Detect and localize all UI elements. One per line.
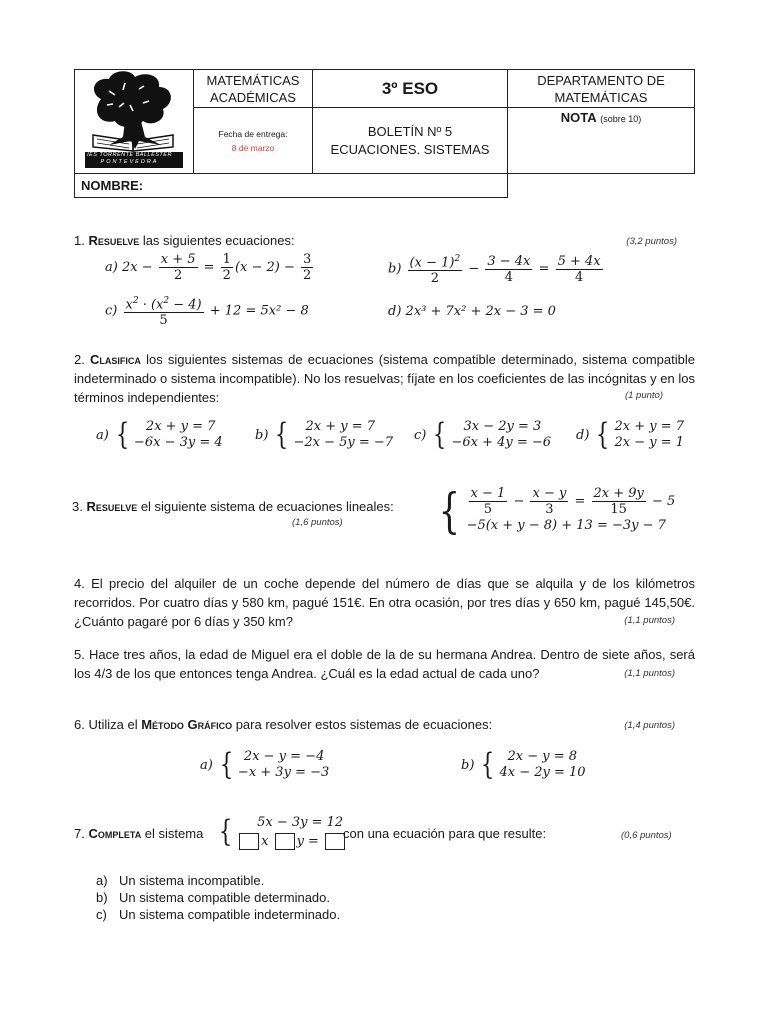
list-item [96, 889, 340, 906]
brace-icon: { [481, 747, 495, 782]
q1-number: 1. [74, 233, 85, 248]
header-table [74, 69, 695, 198]
course-title: 3º ESO [381, 78, 439, 98]
brace-icon: { [433, 417, 447, 452]
q6-text: para resolver estos sistemas de ecuaciones: [232, 717, 493, 732]
option-label: c) [96, 907, 107, 922]
department-cell [508, 70, 695, 108]
logo-text-city: PONTEVEDRA [100, 158, 159, 165]
brace-icon: { [438, 482, 460, 539]
question-6-heading [74, 717, 695, 732]
q7-text: el sistema [141, 826, 204, 841]
q6-number: 6. Utiliza el [74, 717, 142, 732]
q2-d-eq1: 2x + y = 7 [614, 419, 685, 434]
q1-equation-b: b) $\frac{(x - 1)^2}{2}$ − $\frac{3 - 4x}{4}$ = $\frac{5 + 4x}{4}$ [388, 253, 601, 287]
q6-a-eq2: −x + 3y = −3 [237, 765, 330, 780]
name-cell [75, 174, 508, 198]
q5-points: (1,1 puntos) [624, 668, 675, 679]
q1-points: (3,2 puntos) [626, 236, 677, 247]
q3-points: (1,6 puntos) [292, 517, 343, 528]
q2-system-a [96, 419, 223, 451]
q6-a-eq1: 2x − y = −4 [243, 749, 325, 764]
q6-b-eq2: 4x − 2y = 10 [499, 765, 586, 780]
option-label: a) [96, 873, 108, 888]
due-date-cell [194, 108, 313, 174]
q6-points: (1,4 puntos) [624, 720, 675, 731]
q2-d-eq2: 2x − y = 1 [614, 435, 685, 450]
brace-icon: { [275, 417, 289, 452]
q2-system-d [576, 419, 684, 451]
q1-equation-c: c) $\frac{x^2 \cdot (x^2 - 4)}{5}$ + 12 = 5x² − 8 [105, 296, 309, 329]
q7-eq1: 5x − 3y = 12 [257, 815, 344, 830]
subject-cell [194, 70, 313, 108]
q5-text: 5. Hace tres años, la edad de Miguel era el doble de la de su hermana Andrea. Dentro de siete años, será los 4/3 de los que entonces tenga Andrea. ¿Cuál es la edad actual de cada uno? [74, 647, 695, 681]
q2-number: 2. [74, 352, 85, 367]
grade-scale-note: (sobre 10) [600, 114, 642, 124]
q4-text: 4. El precio del alquiler de un coche depende del número de días que se alquila y de los kilómetros recorridos. Por cuatro días y 580 km, pagué 151€. En otra ocasión, por tres días y 650 km, pagué 145,50€. ¿Cuánto pagaré por 6 días y 350 km? [74, 576, 695, 629]
q2-label-c: c) [414, 427, 427, 443]
name-label: NOMBRE: [81, 178, 144, 193]
q1-equation-a: a) 2x − $\frac{x + 5}{2}$ = $\frac{1}{2}$ (x − 2) − $\frac{3}{2}$ [105, 252, 312, 283]
q7-system: { 5x − 3y = 12 x y = [216, 813, 347, 851]
brace-icon: { [115, 417, 130, 452]
q3-eq2: −5(x + y − 8) + 13 = −3y − 7 [466, 518, 666, 533]
department-line-2: MATEMÁTICAS [554, 89, 648, 105]
brace-icon: { [596, 417, 610, 452]
coefficient-y-blank[interactable] [275, 833, 295, 850]
q1-text: las siguientes ecuaciones: [139, 233, 295, 248]
coefficient-x-blank[interactable] [239, 833, 259, 850]
q7-options-list [96, 872, 340, 923]
bulletin-topic: ECUACIONES. SISTEMAS [330, 141, 490, 157]
q2-label-b: b) [255, 427, 269, 443]
q2-points: (1 punto) [624, 390, 663, 401]
q2-label-d: d) [576, 427, 590, 443]
q2-a-eq1: 2x + y = 7 [145, 419, 216, 434]
q2-b-eq1: 2x + y = 7 [305, 419, 376, 434]
logo-text-school: IES TORRENTE BALLESTER [87, 151, 172, 158]
list-item [96, 906, 340, 923]
question-4 [74, 574, 695, 631]
subject-line-2: ACADÉMICAS [210, 89, 296, 105]
q3-system: { $\frac{x - 1}{5}$ − $\frac{x - y}{3}$ = $\frac{2x + 9y}{15}$ − 5 −5(x + y − 8) + 13 = −3y − 7 [438, 482, 676, 539]
q3-verb: Resuelve [86, 499, 138, 514]
q1-verb: Resuelve [88, 233, 140, 248]
q7-after-text: con una ecuación para que resulte: [343, 826, 547, 841]
q3-number: 3. [72, 499, 83, 514]
q1-equation-d [388, 304, 556, 319]
q6-b-eq1: 2x − y = 8 [507, 749, 578, 764]
q1-d-equation: 2x³ + 7x² + 2x − 3 = 0 [405, 304, 556, 319]
q6-label-a: a) [200, 757, 213, 773]
question-5 [74, 645, 695, 683]
q1-label-b: b) [388, 261, 402, 277]
q2-text: los siguientes sistemas de ecuaciones (sistema compatible determinado, sistema compatible indeterminado o sistema incompatible). No los resuelvas; fíjate en los coeficientes de las incógnitas y en los términos independientes: [74, 352, 695, 405]
brace-icon: { [218, 814, 233, 849]
department-line-1: DEPARTAMENTO DE [537, 72, 665, 88]
subject-line-1: MATEMÁTICAS [206, 72, 300, 88]
grade-label: NOTA [560, 110, 597, 125]
q2-system-b [255, 419, 393, 451]
school-logo-cell [75, 70, 194, 174]
option-label: b) [96, 890, 108, 905]
q2-c-eq1: 3x − 2y = 3 [463, 419, 542, 434]
q6-system-b [461, 749, 586, 781]
question-1-heading [74, 233, 695, 248]
option-text: Un sistema compatible indeterminado. [119, 907, 341, 922]
due-date-label: Fecha de entrega: [218, 128, 288, 139]
q1-label-c: c) [105, 303, 118, 319]
question-2-heading [74, 350, 695, 407]
q3-text: el siguiente sistema de ecuaciones lineales: [137, 499, 394, 514]
q2-b-eq2: −2x − 5y = −7 [293, 435, 394, 450]
due-date-value: 8 de marzo [231, 142, 275, 153]
course-cell [313, 70, 508, 108]
q6-system-a [200, 749, 329, 781]
q4-points: (1,1 puntos) [624, 615, 675, 626]
q6-verb: Método Gráfico [141, 717, 233, 732]
bulletin-number: BOLETÍN Nº 5 [367, 123, 453, 139]
list-item [96, 872, 340, 889]
option-text: Un sistema compatible determinado. [119, 890, 330, 905]
q6-label-b: b) [461, 757, 475, 773]
q7-number: 7. [74, 826, 85, 841]
q2-c-eq2: −6x + 4y = −6 [451, 435, 552, 450]
q2-verb: Clasifica [90, 352, 141, 367]
q1-c-tail: + 12 = 5x² − 8 [209, 303, 309, 319]
q1-label-a: a) [105, 260, 118, 275]
question-7-heading [74, 826, 203, 841]
q7-verb: Completa [88, 826, 142, 841]
q1-label-d: d) [388, 304, 402, 319]
q2-a-eq2: −6x − 3y = 4 [133, 435, 223, 450]
brace-icon: { [219, 747, 234, 782]
option-text: Un sistema incompatible. [119, 873, 265, 888]
bulletin-cell [313, 108, 508, 174]
q2-system-c [414, 419, 551, 451]
question-3-heading [72, 499, 394, 514]
q2-label-a: a) [96, 427, 109, 443]
grade-cell [508, 108, 695, 174]
q7-points: (0,6 puntos) [621, 830, 672, 841]
